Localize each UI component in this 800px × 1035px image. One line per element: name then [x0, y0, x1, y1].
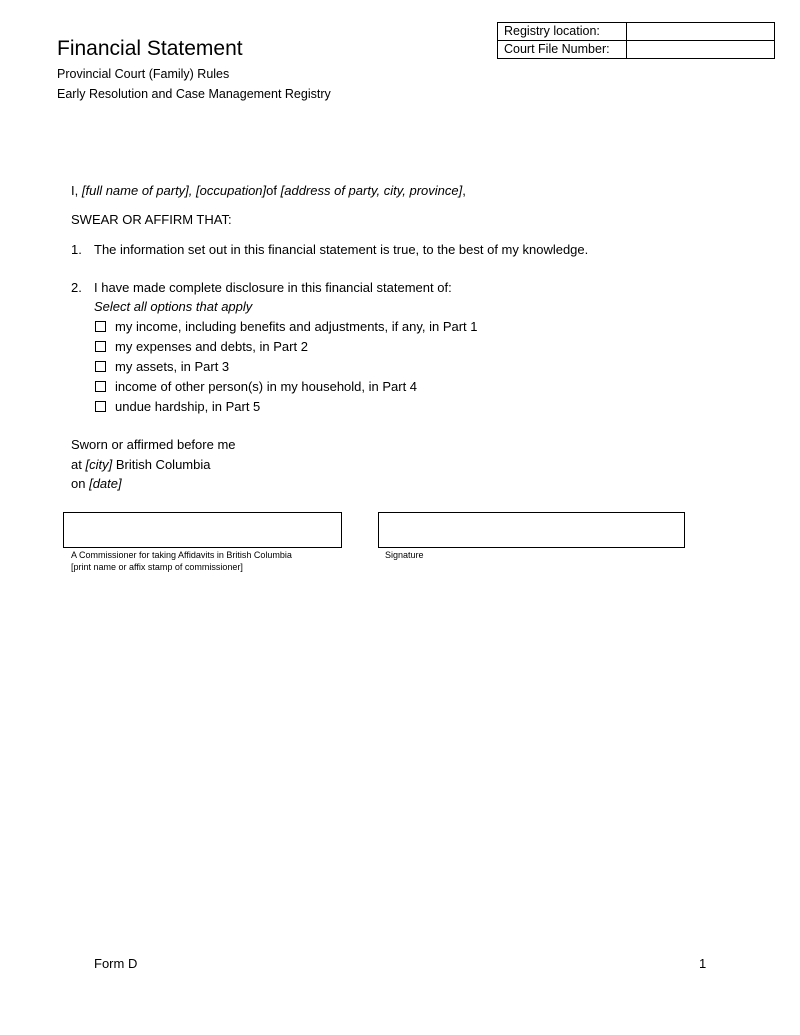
- registry-location-label: Registry location:: [498, 23, 627, 41]
- sworn-province: British Columbia: [115, 457, 211, 472]
- registry-location-field[interactable]: [627, 23, 775, 41]
- option-expenses[interactable]: [95, 339, 308, 354]
- checkbox[interactable]: [95, 361, 106, 372]
- page-title: Financial Statement: [57, 37, 243, 60]
- rules-subtitle: Provincial Court (Family) Rules: [57, 67, 230, 81]
- intro-of: of: [266, 183, 277, 198]
- sworn-date-line: [71, 476, 122, 491]
- footer-page-number: 1: [699, 956, 707, 971]
- option-label: undue hardship, in Part 5: [115, 399, 261, 414]
- statement-text: I have made complete disclosure in this financial statement of:: [94, 280, 452, 295]
- sworn-city-line: [71, 457, 210, 472]
- commissioner-signature-box[interactable]: [63, 512, 342, 548]
- registry-table: [497, 22, 775, 59]
- commissioner-caption-line: A Commissioner for taking Affidavits in British Columbia: [71, 550, 292, 560]
- sworn-date-field[interactable]: [date]: [89, 476, 122, 491]
- option-household-income[interactable]: [95, 379, 417, 394]
- registry-subtitle: Early Resolution and Case Management Registry: [57, 87, 331, 101]
- instruction-text: Select all options that apply: [94, 299, 253, 314]
- sworn-line: Sworn or affirmed before me: [71, 437, 236, 452]
- checkbox[interactable]: [95, 401, 106, 412]
- checkbox[interactable]: [95, 321, 106, 332]
- option-label: my expenses and debts, in Part 2: [115, 339, 308, 354]
- commissioner-caption-line: [print name or affix stamp of commissioner]: [71, 562, 243, 572]
- option-undue-hardship[interactable]: [95, 399, 260, 414]
- sworn-on: on: [71, 476, 86, 491]
- intro-trailing: ,: [462, 183, 466, 198]
- party-name-field[interactable]: [full name of party],: [81, 183, 193, 198]
- checkbox[interactable]: [95, 381, 106, 392]
- sworn-city-field[interactable]: [city]: [85, 457, 113, 472]
- commissioner-caption: [71, 549, 292, 573]
- option-label: my income, including benefits and adjustments, if any, in Part 1: [115, 319, 478, 334]
- swear-heading: SWEAR OR AFFIRM THAT:: [71, 212, 232, 227]
- footer-form-name: Form D: [94, 956, 138, 971]
- court-file-number-field[interactable]: [627, 41, 775, 59]
- option-income[interactable]: [95, 319, 478, 334]
- option-label: income of other person(s) in my household, in Part 4: [115, 379, 418, 394]
- statement-text: The information set out in this financial statement is true, to the best of my knowledge.: [94, 242, 589, 257]
- signature-caption: Signature: [385, 550, 424, 560]
- intro-line: [71, 183, 466, 198]
- court-file-number-row: [498, 41, 775, 59]
- sworn-at: at: [71, 457, 82, 472]
- court-file-number-label: Court File Number:: [498, 41, 627, 59]
- address-field[interactable]: [address of party, city, province]: [280, 183, 463, 198]
- option-assets[interactable]: [95, 359, 229, 374]
- statement-number: 2.: [71, 280, 82, 295]
- intro-lead: I,: [71, 183, 79, 198]
- party-signature-box[interactable]: [378, 512, 685, 548]
- occupation-field[interactable]: [occupation]: [196, 183, 267, 198]
- checkbox[interactable]: [95, 341, 106, 352]
- statement-number: 1.: [71, 242, 82, 257]
- registry-location-row: [498, 23, 775, 41]
- option-label: my assets, in Part 3: [115, 359, 230, 374]
